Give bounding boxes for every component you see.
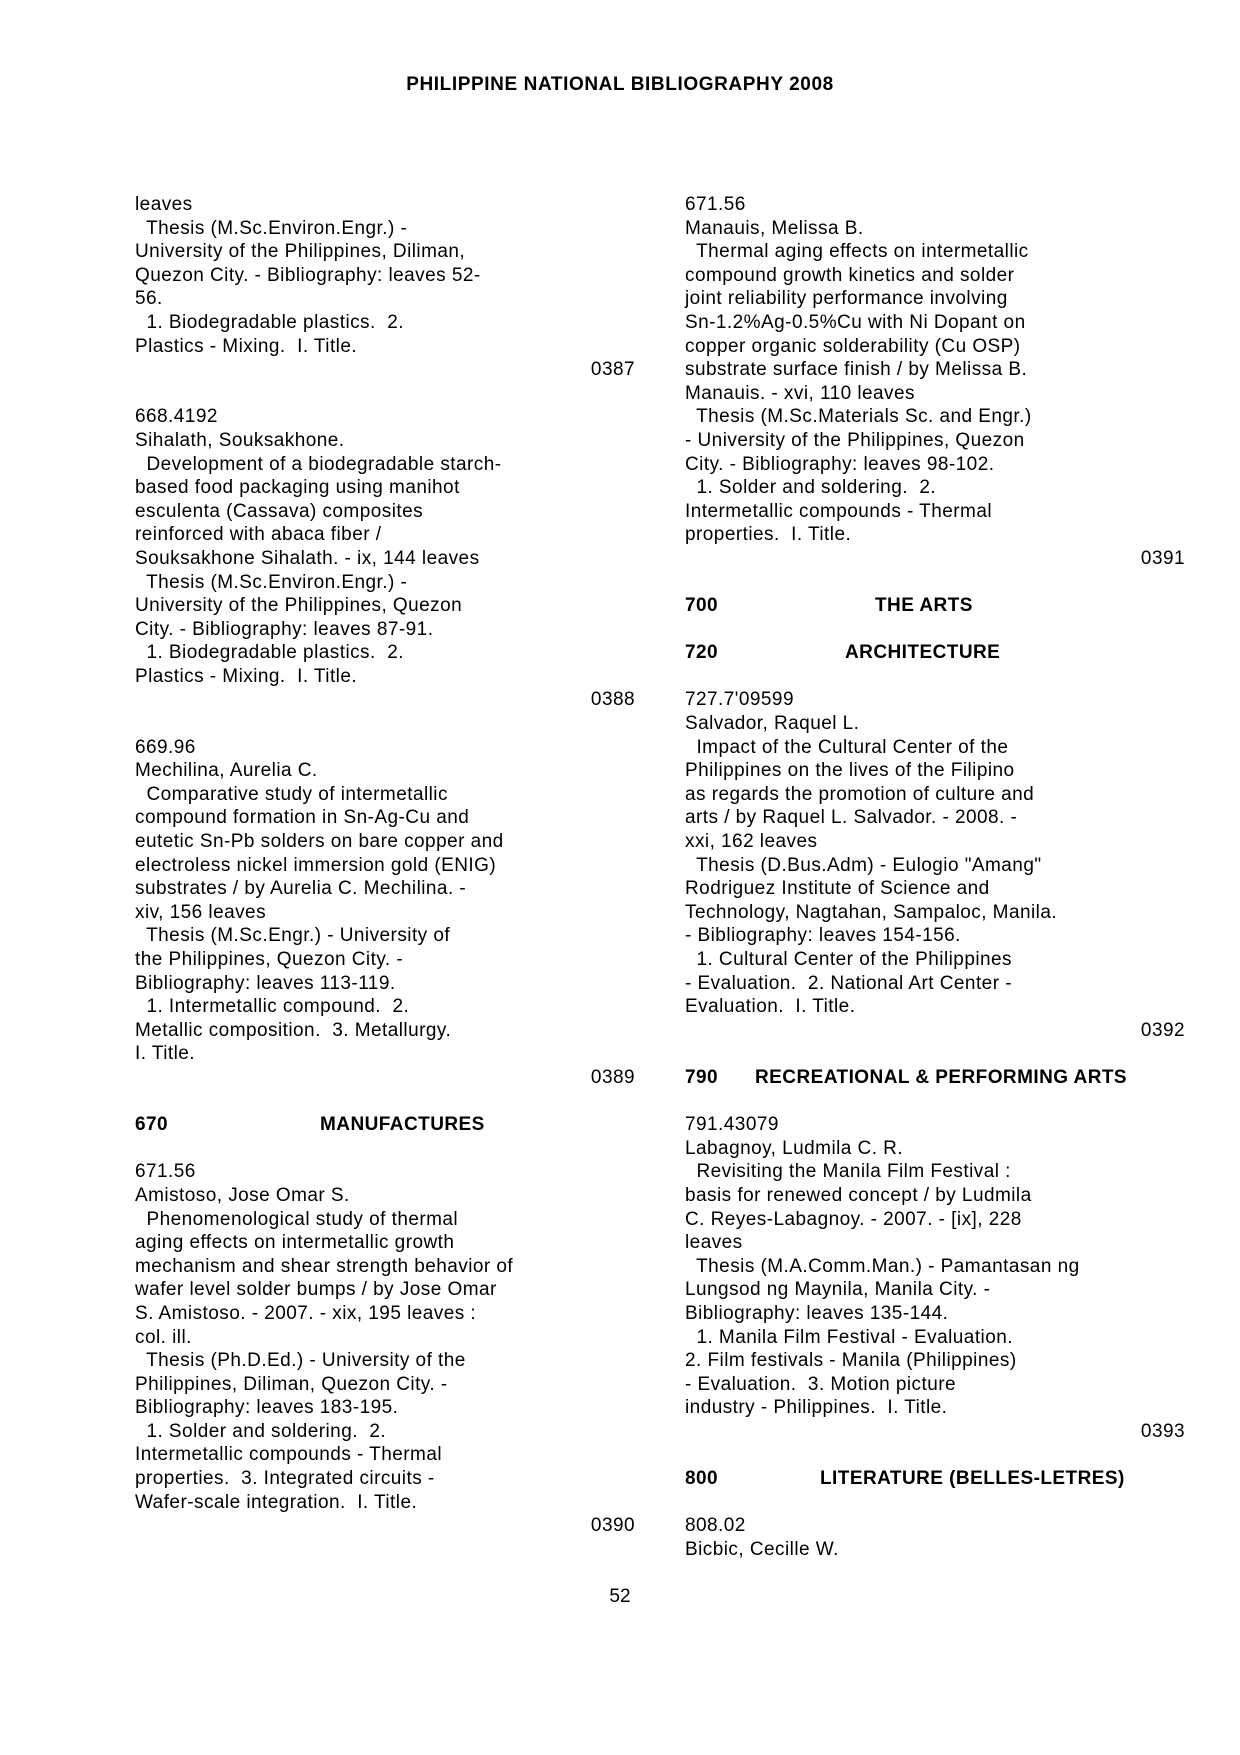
spacer [135, 1090, 635, 1114]
spacer [685, 1491, 1185, 1515]
entry-line: compound growth kinetics and solder [685, 264, 1015, 286]
entry-line: the Philippines, Quezon City. - [135, 949, 404, 970]
entry-line: eutetic Sn-Pb solders on bare copper and [135, 831, 504, 853]
entry-line: 1. Intermetallic compound. 2. [135, 996, 410, 1018]
entry-line: Salvador, Raquel L. [685, 713, 860, 735]
entry-line: col. ill. [135, 1326, 192, 1348]
entry-line: based food packaging using manihot [135, 477, 460, 499]
entry-line: Lungsod ng Maynila, Manila City. - [685, 1279, 991, 1301]
entry-line: University of the Philippines, Quezon [135, 595, 463, 617]
entry-line: Mechilina, Aurelia C. [135, 760, 318, 782]
entry-line: aging effects on intermetallic growth [135, 1232, 455, 1254]
section-heading [685, 594, 1185, 618]
spacer [685, 1443, 1185, 1467]
right-column [685, 193, 1185, 1561]
entry-line: 727.7'09599 [685, 689, 794, 711]
section-label: RECREATIONAL & PERFORMING ARTS [755, 1066, 1128, 1088]
section-label: ARCHITECTURE [845, 642, 1001, 664]
entry-line: mechanism and shear strength behavior of [135, 1255, 514, 1277]
entry-line: Thesis (M.Sc.Engr.) - University of [135, 925, 451, 947]
entry-line: substrates / by Aurelia C. Mechilina. - [135, 878, 467, 900]
entry-line: Wafer-scale integration. I. Title. [135, 1491, 418, 1513]
entry-line: Thesis (M.Sc.Environ.Engr.) - [135, 217, 408, 239]
section-heading [685, 1066, 1185, 1090]
entry-line: University of the Philippines, Diliman, [135, 241, 466, 263]
entry-number: 0392 [1140, 1019, 1185, 1041]
entry-line: 1. Solder and soldering. 2. [685, 477, 937, 499]
entry-number: 0391 [1140, 547, 1185, 569]
entry-line: Impact of the Cultural Center of the [685, 736, 1009, 758]
entry-line: Bibliography: leaves 135-144. [685, 1302, 949, 1324]
entry-line: Plastics - Mixing. I. Title. [135, 335, 358, 357]
entry-line: Metallic composition. 3. Metallurgy. [135, 1019, 452, 1041]
entry-line: - Bibliography: leaves 154-156. [685, 925, 961, 947]
entry-line: 791.43079 [685, 1114, 779, 1136]
entry-line: leaves [685, 1232, 743, 1254]
entry-line: Philippines, Diliman, Quezon City. - [135, 1373, 448, 1395]
entry-line: as regards the promotion of culture and [685, 783, 1035, 805]
entry-line: Amistoso, Jose Omar S. [135, 1184, 350, 1206]
entry-line: City. - Bibliography: leaves 98-102. [685, 453, 995, 475]
entry-line: properties. I. Title. [685, 524, 852, 546]
section-code: 790 [685, 1066, 719, 1088]
section-heading [135, 1113, 635, 1137]
entry-line: electroless nickel immersion gold (ENIG) [135, 854, 497, 876]
entry-line: esculenta (Cassava) composites [135, 500, 424, 522]
section-label: MANUFACTURES [320, 1114, 485, 1136]
section-heading [685, 1467, 1185, 1491]
entry-line: Thesis (D.Bus.Adm) - Eulogio "Amang" [685, 854, 1042, 876]
entry-line: Sn-1.2%Ag-0.5%Cu with Ni Dopant on [685, 311, 1026, 333]
entry-line: 669.96 [135, 736, 196, 758]
left-column [135, 193, 635, 1538]
entry-line: 671.56 [685, 194, 746, 215]
entry-line: Thesis (M.Sc.Environ.Engr.) - [135, 571, 408, 593]
entry-number: 0387 [590, 359, 635, 381]
entry-number: 0388 [590, 689, 635, 711]
entry-line: 2. Film festivals - Manila (Philippines) [685, 1350, 1017, 1372]
entry-line: Manauis, Melissa B. [685, 217, 864, 239]
spacer [135, 712, 635, 736]
entry-line: 668.4192 [135, 406, 218, 428]
spacer [685, 571, 1185, 595]
entry-line: Thesis (Ph.D.Ed.) - University of the [135, 1350, 466, 1372]
entry-line: substrate surface finish / by Melissa B. [685, 359, 1028, 381]
entry-line: - Evaluation. 3. Motion picture [685, 1373, 957, 1395]
entry-line: joint reliability performance involving [685, 288, 1008, 310]
entry-line: City. - Bibliography: leaves 87-91. [135, 618, 434, 640]
entry-line: Thermal aging effects on intermetallic [685, 241, 1029, 263]
entry-line: Sihalath, Souksakhone. [135, 429, 345, 451]
entry-line: Technology, Nagtahan, Sampaloc, Manila. [685, 901, 1058, 923]
entry-line: 56. [135, 288, 163, 310]
entry-number: 0389 [590, 1066, 635, 1088]
spacer [135, 382, 635, 406]
page-header-title: PHILIPPINE NATIONAL BIBLIOGRAPHY 2008 [406, 74, 834, 95]
entry-line: Bibliography: leaves 183-195. [135, 1397, 399, 1419]
entry-line: - Evaluation. 2. National Art Center - [685, 972, 1012, 994]
entry-line: Bibliography: leaves 113-119. [135, 972, 396, 994]
entry-line: I. Title. [135, 1043, 196, 1065]
entry-line: 1. Solder and soldering. 2. [135, 1420, 387, 1442]
page-number: 52 [609, 1586, 631, 1607]
entry-line: Evaluation. I. Title. [685, 996, 856, 1018]
section-code: 700 [685, 595, 719, 617]
entry-number: 0390 [590, 1515, 635, 1537]
spacer [685, 1042, 1185, 1066]
entry-line: industry - Philippines. I. Title. [685, 1397, 948, 1419]
section-label: THE ARTS [875, 595, 973, 617]
entry-line: - University of the Philippines, Quezon [685, 429, 1025, 451]
entry-line: 808.02 [685, 1515, 746, 1537]
section-code: 670 [135, 1114, 169, 1136]
entry-line: compound formation in Sn-Ag-Cu and [135, 807, 470, 829]
entry-line: Souksakhone Sihalath. - ix, 144 leaves [135, 547, 480, 569]
entry-line: Philippines on the lives of the Filipino [685, 760, 1015, 782]
entry-line: Revisiting the Manila Film Festival : [685, 1161, 1011, 1183]
entry-line: Manauis. - xvi, 110 leaves [685, 382, 915, 404]
spacer [685, 665, 1185, 689]
spacer [685, 618, 1185, 642]
entry-line: arts / by Raquel L. Salvador. - 2008. - [685, 807, 1018, 829]
entry-line: xiv, 156 leaves [135, 901, 267, 923]
entry-line: 1. Biodegradable plastics. 2. [135, 311, 404, 333]
entry-line: 1. Manila Film Festival - Evaluation. [685, 1326, 1013, 1348]
entry-line: Thesis (M.A.Comm.Man.) - Pamantasan ng [685, 1255, 1080, 1277]
entry-line: Comparative study of intermetallic [135, 783, 448, 805]
entry-line: Quezon City. - Bibliography: leaves 52- [135, 264, 481, 286]
entry-line: Labagnoy, Ludmila C. R. [685, 1137, 904, 1159]
entry-line: properties. 3. Integrated circuits - [135, 1468, 435, 1490]
entry-line: 1. Biodegradable plastics. 2. [135, 642, 404, 664]
section-code: 720 [685, 642, 719, 664]
section-label: LITERATURE (BELLES-LETRES) [820, 1468, 1125, 1490]
entry-line: wafer level solder bumps / by Jose Omar [135, 1279, 497, 1301]
spacer [685, 1090, 1185, 1114]
entry-line: copper organic solderability (Cu OSP) [685, 335, 1021, 357]
entry-line: Thesis (M.Sc.Materials Sc. and Engr.) [685, 406, 1032, 428]
entry-line: 671.56 [135, 1161, 196, 1183]
entry-line: Intermetallic compounds - Thermal [135, 1444, 443, 1466]
entry-line: 1. Cultural Center of the Philippines [685, 949, 1012, 970]
section-heading [685, 641, 1185, 665]
entry-line: basis for renewed concept / by Ludmila [685, 1184, 1032, 1206]
entry-line: S. Amistoso. - 2007. - xix, 195 leaves : [135, 1302, 477, 1324]
entry-line: leaves [135, 194, 193, 215]
entry-line: C. Reyes-Labagnoy. - 2007. - [ix], 228 [685, 1208, 1022, 1230]
entry-line: Plastics - Mixing. I. Title. [135, 665, 358, 687]
entry-line: Rodriguez Institute of Science and [685, 878, 990, 900]
section-code: 800 [685, 1468, 719, 1490]
entry-number: 0393 [1140, 1420, 1185, 1442]
entry-line: Phenomenological study of thermal [135, 1208, 459, 1230]
entry-line: reinforced with abaca fiber / [135, 524, 382, 546]
entry-line: Bicbic, Cecille W. [685, 1538, 839, 1560]
entry-line: Intermetallic compounds - Thermal [685, 500, 993, 522]
entry-line: xxi, 162 leaves [685, 831, 818, 853]
spacer [135, 1137, 635, 1161]
entry-line: Development of a biodegradable starch- [135, 453, 502, 475]
